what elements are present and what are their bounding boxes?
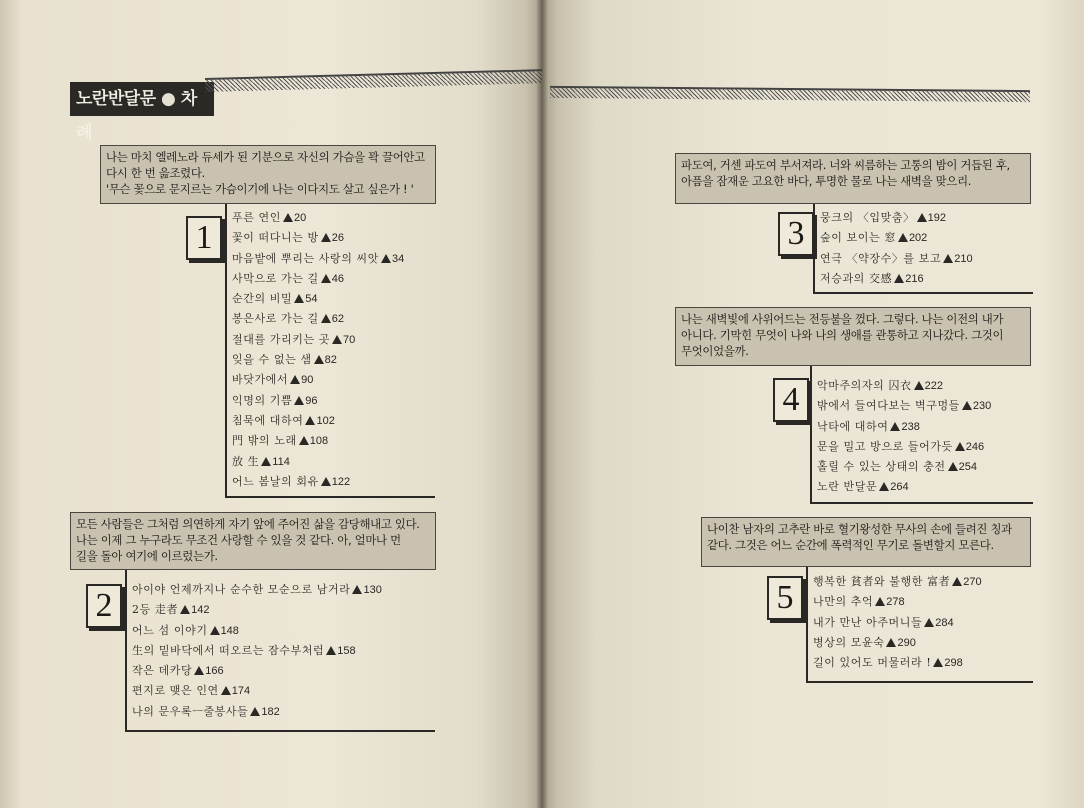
triangle-icon — [321, 477, 331, 486]
quote-line: '무슨 꽃으로 문지르는 가슴이기에 나는 이다지도 살고 싶은가 ! ' — [106, 182, 414, 196]
item-page: 96 — [305, 394, 318, 407]
section-3-list — [820, 208, 973, 289]
quote-line: 길을 돌아 여기에 이르렀는가. — [76, 549, 218, 563]
item-title: 사막으로 가는 길 — [232, 271, 319, 285]
item-title: 문을 밀고 방으로 들어가듯 — [817, 439, 953, 453]
item-page: 238 — [901, 420, 920, 433]
section-1-number: 1 — [186, 216, 222, 260]
item-title: 병상의 모윤숙 — [813, 635, 885, 649]
triangle-icon — [250, 707, 260, 716]
list-item[interactable] — [132, 641, 382, 661]
item-title: 生의 밑바닥에서 떠오르는 잠수부처럼 — [132, 643, 325, 657]
item-title: 내가 만난 아주머니들 — [813, 615, 923, 629]
list-item[interactable] — [132, 702, 382, 722]
list-item[interactable] — [817, 417, 991, 437]
triangle-icon — [955, 442, 965, 451]
bullet-separator: ● — [161, 89, 176, 109]
item-page: 298 — [944, 657, 963, 670]
item-title: 아이야 언제까지나 순수한 모순으로 남거라 — [132, 583, 351, 596]
section-5-quote — [701, 517, 1031, 567]
triangle-icon — [879, 482, 889, 491]
list-item[interactable] — [232, 370, 404, 390]
list-item[interactable] — [132, 600, 382, 620]
item-page: 142 — [191, 604, 210, 617]
list-item[interactable] — [813, 592, 982, 612]
triangle-icon — [261, 457, 271, 466]
list-item[interactable] — [232, 228, 404, 248]
triangle-icon — [917, 213, 927, 222]
section-4-number: 4 — [773, 378, 809, 422]
item-page: 90 — [301, 374, 314, 387]
item-page: 82 — [324, 354, 337, 367]
item-title: 작은 데카당 — [132, 664, 193, 678]
list-item[interactable] — [232, 249, 404, 269]
triangle-icon — [321, 314, 331, 323]
triangle-icon — [948, 462, 958, 471]
triangle-icon — [962, 401, 972, 410]
triangle-icon — [299, 436, 309, 445]
section-3-number: 3 — [778, 212, 814, 256]
section-2-list — [132, 580, 382, 722]
item-page: 46 — [331, 272, 345, 285]
triangle-icon — [290, 375, 300, 384]
item-title: 봉은사로 가는 길 — [232, 312, 319, 326]
item-title: 꽃이 떠다니는 방 — [232, 231, 319, 245]
quote-line: 모든 사람들은 그처럼 의연하게 자기 앞에 주어진 삶을 감당해내고 있다. — [76, 517, 420, 531]
triangle-icon — [914, 381, 924, 390]
list-item[interactable] — [132, 621, 382, 641]
list-item[interactable] — [820, 208, 973, 228]
section-3-quote — [675, 153, 1031, 204]
list-item[interactable] — [232, 391, 404, 411]
item-title: 放 生 — [232, 454, 260, 468]
item-title: 연극 〈약장수〉를 보고 — [820, 251, 942, 265]
triangle-icon — [305, 416, 315, 425]
item-page: 166 — [205, 665, 224, 678]
item-title: 순간의 비밀 — [232, 292, 293, 306]
contents-heading: 차 례 — [76, 89, 197, 143]
item-page: 202 — [908, 232, 928, 245]
triangle-icon — [314, 355, 324, 364]
section-1-list — [232, 208, 404, 492]
list-item[interactable] — [232, 350, 404, 370]
section-2-number: 2 — [86, 584, 122, 628]
book-title-header — [70, 82, 214, 143]
item-page: 246 — [965, 440, 985, 453]
quote-line: 나는 새벽빛에 사위어드는 전등불을 껐다. 그렇다. 나는 이전의 내가 — [681, 312, 1004, 326]
triangle-icon — [352, 585, 362, 594]
item-title: 편지로 맺은 인연 — [132, 684, 219, 698]
quote-line: 아픔을 잠재운 고요한 바다, 투명한 물로 나는 새벽을 맞으리. — [681, 174, 972, 188]
list-item[interactable] — [820, 269, 973, 289]
quote-line: 파도여, 거센 파도여 부서져라. 너와 씨름하는 고통의 밤이 거듭된 후, — [681, 158, 1010, 172]
item-title: 숲이 보이는 窓 — [820, 231, 896, 245]
item-title: 어느 섬 이야기 — [132, 623, 208, 637]
item-title: 푸른 연인 — [232, 211, 282, 224]
item-title: 저승과의 交感 — [820, 271, 893, 285]
list-item[interactable] — [820, 249, 973, 269]
item-page: 182 — [261, 705, 280, 718]
list-item[interactable] — [813, 572, 982, 592]
list-item[interactable] — [232, 309, 404, 329]
item-page: 230 — [972, 400, 992, 413]
item-title: 익명의 기쁨 — [232, 393, 293, 407]
item-page: 254 — [958, 461, 978, 474]
list-item[interactable] — [232, 208, 404, 228]
book-gutter — [536, 0, 548, 808]
triangle-icon — [321, 274, 331, 283]
item-page: 20 — [294, 212, 307, 224]
item-page: 216 — [905, 272, 924, 285]
list-item[interactable] — [132, 580, 382, 600]
item-title: 잊을 수 없는 샘 — [232, 353, 312, 367]
triangle-icon — [898, 233, 908, 242]
triangle-icon — [326, 646, 336, 655]
item-page: 158 — [337, 644, 356, 657]
item-page: 108 — [309, 435, 329, 448]
list-item[interactable] — [232, 452, 404, 472]
right-page — [542, 0, 1084, 808]
item-title: 홀릴 수 있는 상태의 충전 — [817, 460, 946, 474]
triangle-icon — [283, 213, 293, 222]
quote-line: 무엇이었을까. — [681, 344, 749, 358]
header-rule-right — [550, 86, 1030, 102]
quote-line: 나이찬 남자의 고추란 바로 혈기왕성한 무사의 손에 들려진 칭과 — [707, 522, 1012, 536]
item-page: 290 — [897, 636, 916, 649]
list-item[interactable] — [813, 653, 982, 673]
item-page: 130 — [363, 584, 382, 596]
triangle-icon — [180, 605, 190, 614]
triangle-icon — [924, 618, 934, 627]
item-page: 114 — [272, 455, 290, 468]
item-page: 284 — [935, 616, 954, 629]
item-page: 222 — [924, 380, 944, 392]
item-page: 70 — [343, 333, 356, 346]
triangle-icon — [952, 577, 962, 586]
list-item[interactable] — [232, 330, 404, 350]
list-item[interactable] — [817, 457, 991, 477]
triangle-icon — [886, 638, 896, 647]
triangle-icon — [894, 274, 904, 283]
item-page: 34 — [392, 252, 405, 265]
book-title: 노란반달문 — [76, 89, 156, 109]
item-page: 62 — [331, 313, 345, 326]
item-page: 54 — [305, 293, 318, 306]
item-title: 낙타에 대하여 — [817, 419, 889, 433]
item-title: 노란 반달문 — [817, 480, 878, 494]
triangle-icon — [221, 686, 231, 695]
item-title: 행복한 貧者와 불행한 富者 — [813, 575, 951, 588]
item-title: 마음밭에 뿌리는 사랑의 씨앗 — [232, 251, 380, 265]
quote-line: 아니다. 기막힌 무엇이 나와 나의 생애를 관통하고 지나갔다. 그것이 — [681, 328, 1004, 342]
item-title: 나의 문우록ㅡ줄봉사들 — [132, 704, 249, 718]
triangle-icon — [294, 294, 304, 303]
item-title: 악마주의자의 囚衣 — [817, 379, 912, 392]
triangle-icon — [875, 597, 885, 606]
list-item[interactable] — [232, 289, 404, 309]
list-item[interactable] — [813, 633, 982, 653]
triangle-icon — [210, 626, 220, 635]
item-page: 270 — [963, 576, 982, 588]
quote-line: 나는 마치 엘레노라 듀세가 된 기분으로 자신의 가슴을 꽉 끌어안고 — [106, 150, 425, 164]
item-title: 바닷가에서 — [232, 373, 289, 387]
item-page: 102 — [316, 414, 335, 427]
section-4-list — [817, 376, 991, 498]
list-item[interactable] — [813, 613, 982, 633]
section-2-quote — [70, 512, 436, 570]
triangle-icon — [943, 254, 953, 263]
item-page: 210 — [954, 252, 973, 265]
section-5-list — [813, 572, 982, 673]
triangle-icon — [294, 396, 304, 405]
item-page: 278 — [886, 596, 905, 609]
item-title: 길이 있어도 머물러라 ! — [813, 656, 932, 670]
list-item[interactable] — [820, 228, 973, 248]
list-item[interactable] — [132, 681, 382, 701]
list-item[interactable] — [132, 661, 382, 681]
list-item[interactable] — [817, 376, 991, 396]
triangle-icon — [321, 233, 331, 242]
item-title: 어느 봄날의 회유 — [232, 474, 319, 488]
quote-line: 같다. 그것은 어느 순간에 폭력적인 무기로 돌변할지 모른다. — [707, 538, 994, 552]
item-page: 26 — [331, 232, 345, 245]
list-item[interactable] — [232, 431, 404, 451]
section-1-quote — [100, 145, 436, 204]
item-title: 뭉크의 〈입맞춤〉 — [820, 211, 915, 224]
list-item[interactable] — [817, 437, 991, 457]
item-page: 192 — [927, 212, 947, 224]
quote-line: 나는 이제 그 누구라도 무조건 사랑할 수 있을 것 같다. 아, 얼마나 먼 — [76, 533, 401, 547]
header-rule-left — [205, 69, 542, 92]
triangle-icon — [933, 658, 943, 667]
triangle-icon — [381, 254, 391, 263]
section-4-quote — [675, 307, 1031, 366]
quote-line: 다시 한 번 읊조렸다. — [106, 166, 205, 180]
list-item[interactable] — [232, 472, 404, 492]
list-item[interactable] — [817, 396, 991, 416]
item-title: 門 밖의 노래 — [232, 434, 297, 448]
item-page: 264 — [890, 481, 909, 494]
item-title: 2등 走者 — [132, 603, 179, 617]
item-page: 148 — [220, 624, 239, 637]
section-5-number: 5 — [767, 576, 803, 620]
list-item[interactable] — [817, 477, 991, 497]
triangle-icon — [890, 422, 900, 431]
item-page: 122 — [331, 475, 351, 488]
item-page: 174 — [231, 685, 251, 698]
item-title: 밖에서 들여다보는 벽구멍들 — [817, 399, 960, 413]
list-item[interactable] — [232, 269, 404, 289]
triangle-icon — [332, 335, 342, 344]
item-title: 나만의 추억 — [813, 595, 874, 609]
item-title: 절대를 가리키는 곳 — [232, 332, 331, 346]
list-item[interactable] — [232, 411, 404, 431]
triangle-icon — [194, 666, 204, 675]
item-title: 침묵에 대하여 — [232, 413, 304, 427]
